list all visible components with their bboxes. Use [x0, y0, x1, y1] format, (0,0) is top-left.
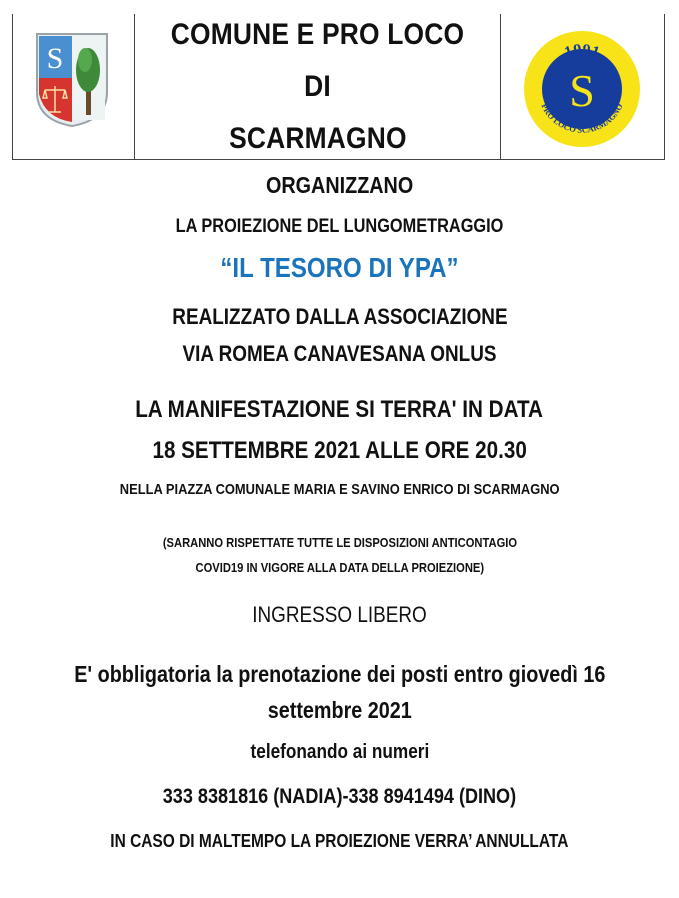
- realizzato-line: REALIZZATO DALLA ASSOCIAZIONE: [171, 304, 508, 329]
- svg-text:S: S: [46, 42, 64, 75]
- bad-weather-note: IN CASO DI MALTEMPO LA PROIEZIONE VERRA’ ANNULLATA: [110, 831, 569, 851]
- event-location: NELLA PIAZZA COMUNALE MARIA E SAVINO ENRICO DI SCARMAGNO: [119, 481, 560, 498]
- pro-loco-logo-icon: [521, 28, 643, 150]
- header-table: [12, 14, 665, 160]
- right-logo-cell: [501, 14, 665, 159]
- header-title-line2: SCARMAGNO: [228, 121, 407, 155]
- svg-text:S: S: [569, 65, 595, 116]
- svg-text:1991: 1991: [562, 41, 602, 62]
- covid-note-line1: (SARANNO RISPETTATE TUTTE LE DISPOSIZIONI ANTICONTAGIO: [162, 535, 517, 550]
- proiezione-line: LA PROIEZIONE DEL LUNGOMETRAGGIO: [175, 216, 504, 237]
- covid-note-line2: COVID19 IN VIGORE ALLA DATA DELLA PROIEZIONE): [195, 560, 484, 575]
- coat-of-arms-icon: [35, 32, 109, 128]
- organizzano-heading: ORGANIZZANO: [265, 172, 414, 198]
- ingresso-libero: INGRESSO LIBERO: [252, 602, 427, 627]
- associazione-name: VIA ROMEA CANAVESANA ONLUS: [182, 341, 497, 366]
- booking-note-line1: E' obbligatoria la prenotazione dei posti entro giovedì 16: [73, 661, 606, 687]
- film-title: “IL TESORO DI YPA”: [220, 252, 459, 283]
- event-date-line1: LA MANIFESTAZIONE SI TERRA' IN DATA: [135, 396, 544, 423]
- left-logo-cell: [13, 14, 135, 159]
- header-title-line1: COMUNE E PRO LOCO DI: [170, 17, 465, 103]
- event-date-line2: 18 SETTEMBRE 2021 ALLE ORE 20.30: [152, 437, 527, 464]
- phone-numbers: 333 8381816 (NADIA)-338 8941494 (DINO): [162, 785, 517, 808]
- svg-text:PRO LOCO SCARMAGNO: PRO LOCO SCARMAGNO: [539, 101, 625, 135]
- phone-intro: telefonando ai numeri: [250, 741, 429, 763]
- booking-note-line2: settembre 2021: [267, 697, 412, 723]
- header-title: [135, 14, 501, 159]
